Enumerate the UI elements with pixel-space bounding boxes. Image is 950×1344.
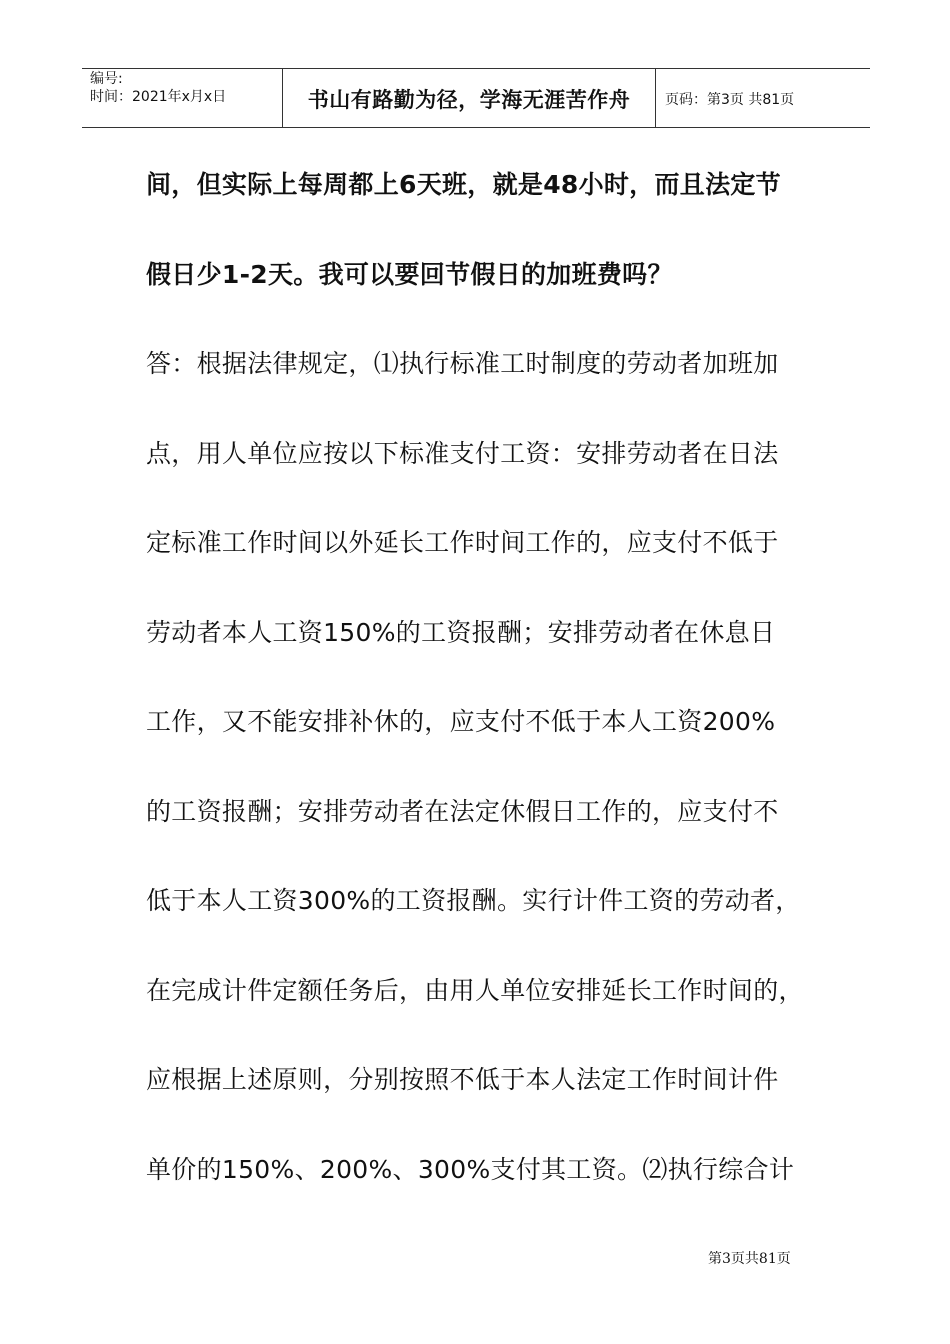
body-line: 低于本人工资300%的工资报酬。实行计件工资的劳动者， [146,886,801,915]
document-number-label: 编号: [90,71,123,87]
header-divider-right [655,69,656,128]
document-body [146,140,826,1214]
body-line: 工作，又不能安排补休的，应支付不低于本人工资200% [146,707,776,736]
header-meta [90,70,282,106]
page-header [82,68,870,128]
header-motto: 书山有路勤为径，学海无涯苦作舟 [307,87,631,112]
page-footer: 第3页共81页 [708,1251,791,1267]
document-time-label: 时间：2021年x月x日 [90,89,227,105]
body-line: 劳动者本人工资150%的工资报酬；安排劳动者在休息日 [146,617,776,647]
body-line: 假日少1-2天。我可以要回节假日的加班费吗？ [146,259,673,289]
body-line: 答：根据法律规定，⑴执行标准工时制度的劳动者加班加 [146,349,779,378]
body-line: 间，但实际上每周都上6天班，就是48小时，而且法定节 [146,170,781,199]
body-line: 在完成计件定额任务后，由用人单位安排延长工作时间的， [146,975,804,1005]
body-line: 的工资报酬；安排劳动者在法定休假日工作的，应支付不 [146,796,779,826]
header-page-info: 页码：第3页 共81页 [665,91,795,108]
body-line: 应根据上述原则，分别按照不低于本人法定工作时间计件 [146,1065,779,1094]
body-line: 单价的150%、200%、300%支付其工资。⑵执行综合计 [146,1154,795,1184]
body-line: 点，用人单位应按以下标准支付工资：安排劳动者在日法 [146,438,779,468]
body-line: 定标准工作时间以外延长工作时间工作的，应支付不低于 [146,528,779,557]
